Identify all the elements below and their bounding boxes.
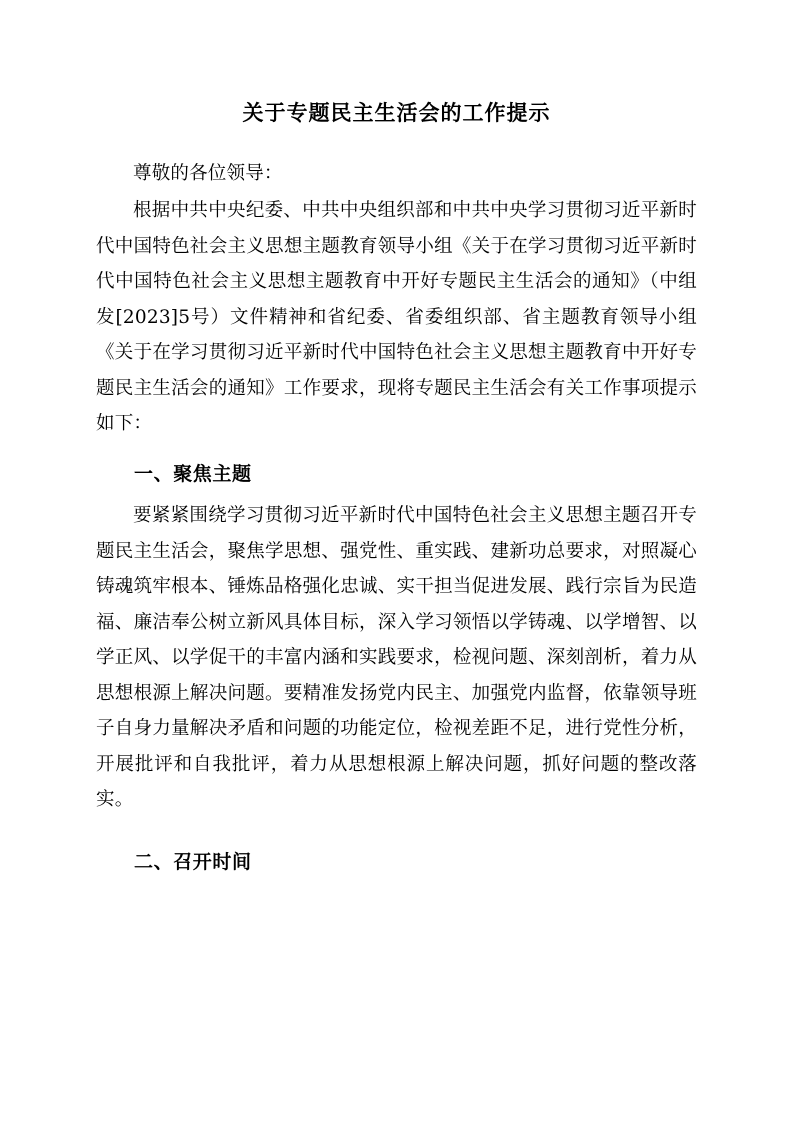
section-heading-2: 二、召开时间 xyxy=(134,850,252,873)
intro-paragraph: 根据中共中央纪委、中共中央组织部和中共中央学习贯彻习近平新时代中国特色社会主义思想主题教育领导小组《关于在学习贯彻习近平新时代中国特色社会主义思想主题教育中开好专题民主生活会的通知》（中组发[2023]5号）文件精神和省纪委、省委组织部、省主题教育领导小组《关于在学习贯彻习近平新时代中国特色社会主义思想主题教育中开好专题民主生活会的通知》工作要求，现将专题民主生活会有关工作事项提示如下： xyxy=(96,200,697,435)
section-heading-1: 一、聚焦主题 xyxy=(134,462,252,485)
section-spacer xyxy=(96,820,697,830)
page-title: 关于专题民主生活会的工作提示 xyxy=(242,100,551,125)
salutation-paragraph: 尊敬的各位领导： xyxy=(133,162,283,184)
section-body-1: 要紧紧围绕学习贯彻习近平新时代中国特色社会主义思想主题召开专题民主生活会，聚焦学思想、强党性、重实践、建新功总要求，对照凝心铸魂筑牢根本、锤炼品格强化忠诚、实干担当促进发展、践行宗旨为民造福、廉洁奉公树立新风具体目标，深入学习领悟以学铸魂、以学增智、以学正风、以学促干的丰富内涵和实践要求，检视问题、深刻剖析，着力从思想根源上解决问题。要精准发扬党内民主、加强党内监督，依靠领导班子自身力量解决矛盾和问题的功能定位，检视差距不足，进行党性分析，开展批评和自我批评，着力从思想根源上解决问题，抓好问题的整改落实。 xyxy=(96,505,697,811)
